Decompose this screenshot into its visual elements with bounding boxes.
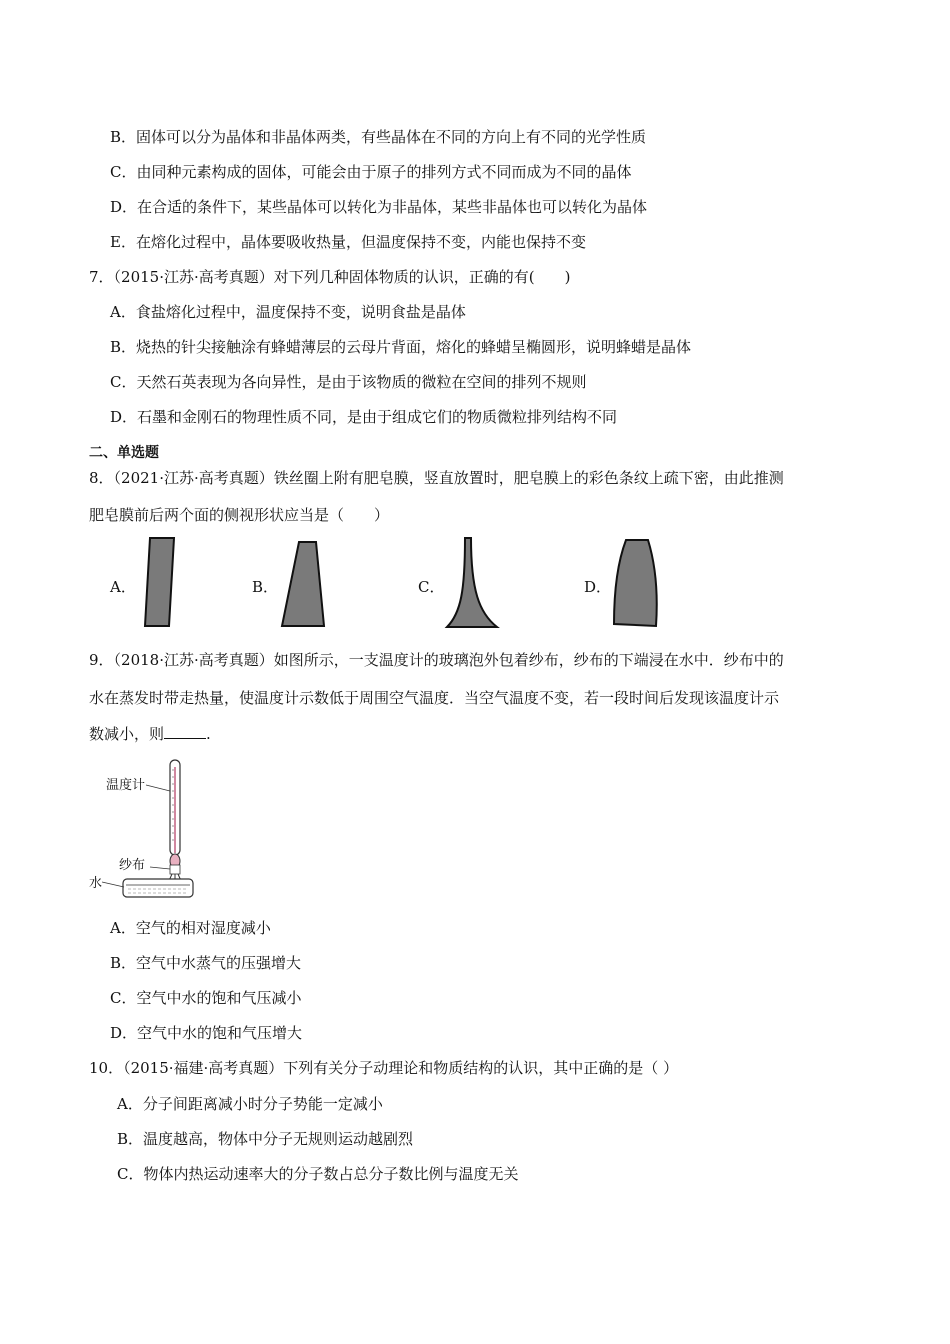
q10-option-b: B．温度越高，物体中分子无规则运动越剧烈: [117, 1130, 414, 1148]
q8-figure-b: [278, 538, 328, 630]
section-heading: 二、单选题: [89, 445, 159, 461]
q6-option-c: C．由同种元素构成的固体，可能会由于原子的排列方式不同而成为不同的晶体: [110, 163, 632, 181]
q9-stem-line3: [89, 724, 211, 744]
q6-option-e: E．在熔化过程中，晶体要吸收热量，但温度保持不变，内能也保持不变: [110, 233, 586, 251]
q10-stem: 10．（2015·福建·高考真题）下列有关分子动理论和物质结构的认识，其中正确的是（ ）: [89, 1059, 679, 1077]
q9-stem-end: .: [206, 725, 211, 743]
q7-option-d: D．石墨和金刚石的物理性质不同，是由于组成它们的物质微粒排列结构不同: [110, 408, 618, 426]
q9-option-b: B．空气中水蒸气的压强增大: [110, 954, 302, 972]
label-thermometer: 温度计: [106, 778, 146, 793]
label-gauze: 纱布: [119, 858, 146, 873]
q7-option-a: A．食盐熔化过程中，温度保持不变，说明食盐是晶体: [110, 303, 466, 321]
q7-option-b: B．烧热的针尖接触涂有蜂蜡薄层的云母片背面，熔化的蜂蜡呈椭圆形，说明蜂蜡是晶体: [110, 338, 692, 356]
q7-stem: 7．（2015·江苏·高考真题）对下列几种固体物质的认识，正确的有( ): [89, 268, 571, 286]
q9-answer-blank: [164, 724, 206, 739]
q8-label-a: A．: [110, 578, 136, 596]
q8-label-d: D．: [584, 578, 612, 596]
q6-option-b: B．固体可以分为晶体和非晶体两类，有些晶体在不同的方向上有不同的光学性质: [110, 128, 647, 146]
q9-option-d: D．空气中水的饱和气压增大: [110, 1024, 303, 1042]
q8-figure-d: [608, 536, 664, 632]
q9-stem-line1: 9．（2018·江苏·高考真题）如图所示，一支温度计的玻璃泡外包着纱布，纱布的下端浸在水中．纱布中的: [89, 651, 784, 669]
q8-label-c: C．: [418, 578, 445, 596]
q9-stem-line2: 水在蒸发时带走热量，使温度计示数低于周围空气温度．当空气温度不变，若一段时间后发现该温度计示: [89, 689, 780, 707]
q6-option-d: D．在合适的条件下，某些晶体可以转化为非晶体，某些非晶体也可以转化为晶体: [110, 198, 648, 216]
q7-option-c: C．天然石英表现为各向异性，是由于该物质的微粒在空间的排列不规则: [110, 373, 587, 391]
q9-option-c: C．空气中水的饱和气压减小: [110, 989, 302, 1007]
q8-figure-a: [140, 535, 180, 630]
q8-stem-line1: 8．（2021·江苏·高考真题）铁丝圈上附有肥皂膜，竖直放置时，肥皂膜上的彩色条纹上疏下密，由此推测: [89, 469, 784, 487]
label-water: 水: [89, 876, 103, 891]
q9-stem-text: 数减小，则: [89, 725, 165, 743]
q8-label-b: B．: [252, 578, 279, 596]
q9-option-a: A．空气的相对湿度减小: [110, 919, 271, 937]
q8-stem-line2: 肥皂膜前后两个面的侧视形状应当是（ ）: [89, 506, 390, 524]
q10-option-a: A．分子间距离减小时分子势能一定减小: [117, 1095, 383, 1113]
q10-option-c: C．物体内热运动速率大的分子数占总分子数比例与温度无关: [117, 1165, 519, 1183]
q8-figure-c: [443, 535, 501, 630]
